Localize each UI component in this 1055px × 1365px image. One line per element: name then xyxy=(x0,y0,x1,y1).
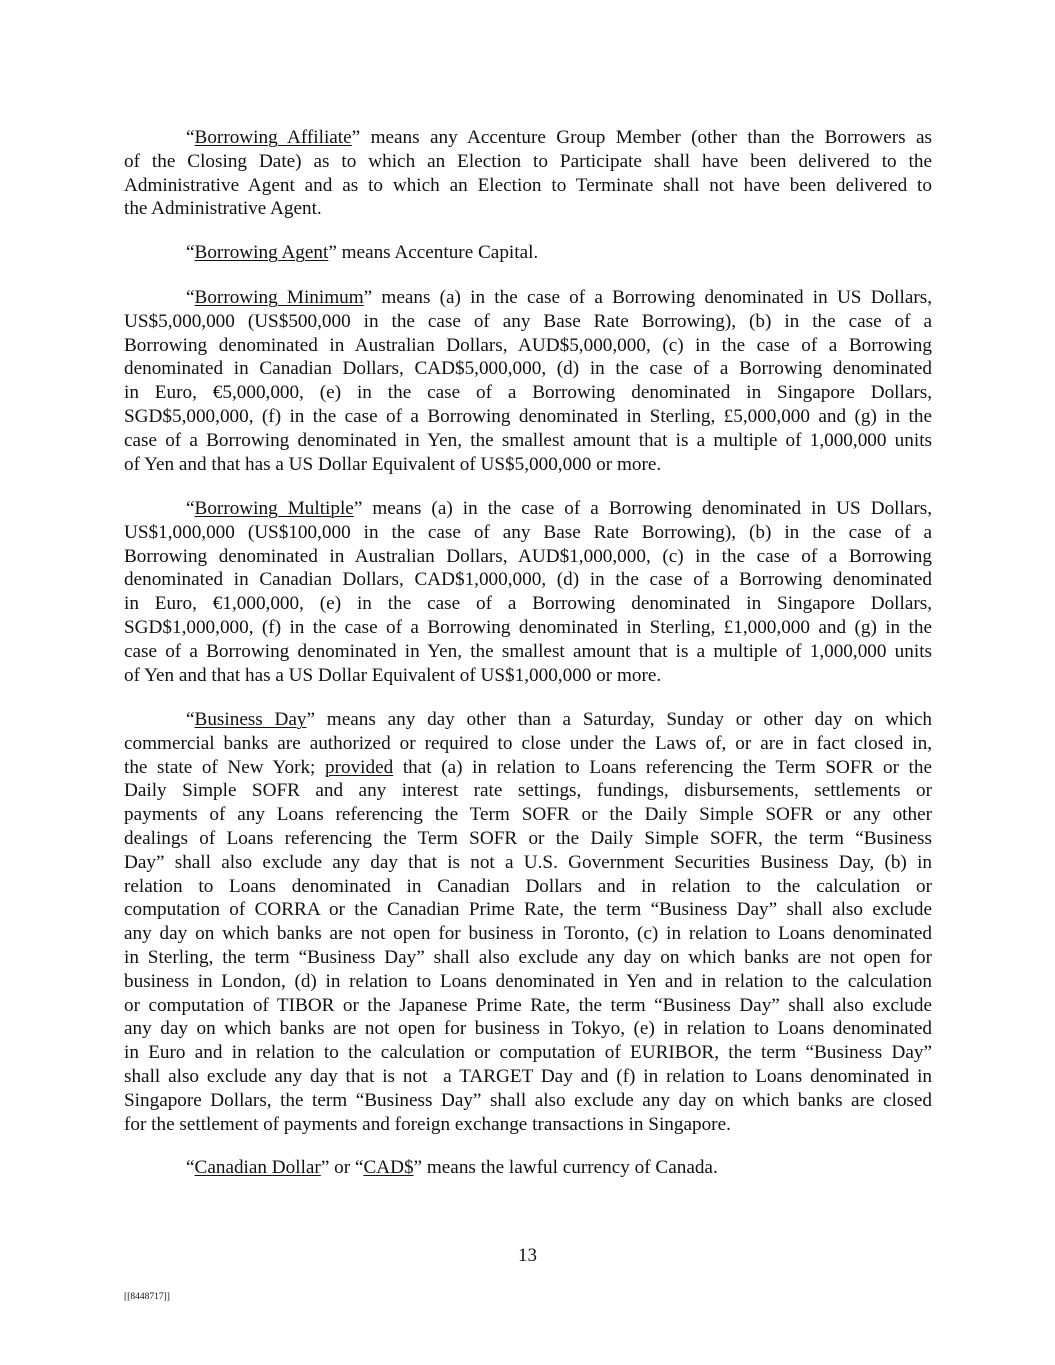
text-segment: ” or “ xyxy=(320,1157,364,1178)
text-segment: shall also exclude any day that is not a TARGET Day and (f) in relation to Loans denominated in xyxy=(124,1065,932,1087)
defined-term: Borrowing Agent xyxy=(194,242,329,263)
text-line xyxy=(124,592,932,616)
text-line xyxy=(124,851,932,875)
text-segment: of the Closing Date) as to which an Election to Participate shall have been delivered to the xyxy=(124,150,932,172)
text-line xyxy=(124,197,932,221)
text-line xyxy=(124,946,932,970)
text-line xyxy=(124,898,932,922)
text-segment: SGD$1,000,000, (f) in the case of a Borrowing denominated in Sterling, £1,000,000 and (g) in the xyxy=(124,616,932,638)
text-segment: Daily Simple SOFR and any interest rate settings, fundings, disbursements, settlements or xyxy=(124,780,932,802)
text-line xyxy=(124,1017,932,1041)
text-segment: the state of New York; xyxy=(124,756,325,778)
text-line xyxy=(124,429,932,453)
text-segment: ” means the lawful currency of Canada. xyxy=(413,1157,718,1178)
text-line xyxy=(124,1156,932,1180)
text-line xyxy=(124,708,932,732)
text-line xyxy=(124,732,932,756)
text-line xyxy=(124,827,932,851)
text-line xyxy=(124,241,932,265)
text-segment: the Administrative Agent. xyxy=(124,198,322,220)
text-segment: relation to Loans denominated in Canadian Dollars and in relation to the calculation or xyxy=(124,875,932,897)
text-segment: case of a Borrowing denominated in Yen, the smallest amount that is a multiple of 1,000,000 units xyxy=(124,640,932,662)
text-segment: that (a) in relation to Loans referencing the Term SOFR or the xyxy=(393,756,933,778)
definition-business-day xyxy=(124,708,932,1136)
text-line xyxy=(124,568,932,592)
text-segment: “ xyxy=(186,242,195,263)
text-segment: ” means any Accenture Group Member (other than the Borrowers as xyxy=(351,127,932,148)
definition-borrowing-multiple xyxy=(124,497,932,687)
defined-term: Business Day xyxy=(194,709,307,730)
text-line xyxy=(124,616,932,640)
text-line xyxy=(124,381,932,405)
defined-term: Borrowing Multiple xyxy=(194,498,354,519)
text-line xyxy=(124,497,932,521)
text-line xyxy=(124,126,932,150)
text-segment: Borrowing denominated in Australian Dollars, AUD$1,000,000, (c) in the case of a Borrowing xyxy=(124,545,932,567)
text-segment: ” means any day other than a Saturday, Sunday or other day on which xyxy=(306,709,932,730)
text-line xyxy=(124,970,932,994)
text-line xyxy=(124,286,932,310)
text-segment: commercial banks are authorized or required to close under the Laws of, or are in fact closed in, xyxy=(124,732,932,754)
defined-term: Borrowing Minimum xyxy=(194,287,364,308)
text-segment: “ xyxy=(186,1157,195,1178)
text-line xyxy=(124,453,932,477)
text-segment: “ xyxy=(186,287,195,308)
text-segment: “ xyxy=(186,498,195,519)
underlined-term: provided xyxy=(325,756,394,778)
text-line xyxy=(124,779,932,803)
text-segment: US$5,000,000 (US$500,000 in the case of any Base Rate Borrowing), (b) in the case of a xyxy=(124,310,932,332)
text-segment: Day” shall also exclude any day that is not a U.S. Government Securities Business Day, (b) in xyxy=(124,851,932,873)
text-line xyxy=(124,1041,932,1065)
text-line xyxy=(124,1065,932,1089)
text-line xyxy=(124,756,932,780)
text-segment: “ xyxy=(186,127,195,148)
text-segment: of Yen and that has a US Dollar Equivalent of US$5,000,000 or more. xyxy=(124,453,662,475)
text-segment: payments of any Loans referencing the Term SOFR or the Daily Simple SOFR or any other xyxy=(124,804,932,826)
text-segment: Administrative Agent and as to which an Election to Terminate shall not have been delivered to xyxy=(124,174,932,196)
text-segment: any day on which banks are not open for business in Tokyo, (e) in relation to Loans denominated xyxy=(124,1018,932,1040)
text-segment: in Sterling, the term “Business Day” shall also exclude any day on which banks are not open for xyxy=(124,946,932,968)
page-number: 13 xyxy=(518,1245,537,1266)
text-segment: SGD$5,000,000, (f) in the case of a Borrowing denominated in Sterling, £5,000,000 and (g) in the xyxy=(124,405,932,427)
text-line xyxy=(124,664,932,688)
text-segment: business in London, (d) in relation to Loans denominated in Yen and in relation to the calculation xyxy=(124,970,932,992)
text-line xyxy=(124,994,932,1018)
text-segment: in Euro and in relation to the calculation or computation of EURIBOR, the term “Business Day” xyxy=(124,1042,932,1064)
text-line xyxy=(124,1113,932,1137)
defined-term: Canadian Dollar xyxy=(194,1157,321,1178)
text-line xyxy=(124,310,932,334)
text-segment: ” means (a) in the case of a Borrowing denominated in US Dollars, xyxy=(363,287,932,308)
text-segment: Singapore Dollars, the term “Business Day” shall also exclude any day on which banks are closed xyxy=(124,1089,932,1111)
text-segment: US$1,000,000 (US$100,000 in the case of any Base Rate Borrowing), (b) in the case of a xyxy=(124,521,932,543)
text-segment: ” means (a) in the case of a Borrowing denominated in US Dollars, xyxy=(353,498,932,519)
text-segment: case of a Borrowing denominated in Yen, the smallest amount that is a multiple of 1,000,000 units xyxy=(124,429,932,451)
text-line xyxy=(124,174,932,198)
text-segment: denominated in Canadian Dollars, CAD$5,000,000, (d) in the case of a Borrowing denominated xyxy=(124,358,932,380)
text-line xyxy=(124,357,932,381)
text-line xyxy=(124,875,932,899)
definition-borrowing-minimum xyxy=(124,286,932,476)
text-segment: or computation of TIBOR or the Japanese Prime Rate, the term “Business Day” shall also exclude xyxy=(124,994,932,1016)
text-line xyxy=(124,803,932,827)
text-line xyxy=(124,640,932,664)
text-segment: in Euro, €5,000,000, (e) in the case of a Borrowing denominated in Singapore Dollars, xyxy=(124,382,932,404)
text-line xyxy=(124,150,932,174)
underlined-term: CAD$ xyxy=(363,1157,414,1178)
document-id: [[8448717]] xyxy=(124,1292,170,1302)
text-segment: in Euro, €1,000,000, (e) in the case of a Borrowing denominated in Singapore Dollars, xyxy=(124,593,932,615)
text-line xyxy=(124,334,932,358)
text-line xyxy=(124,545,932,569)
text-segment: ” means Accenture Capital. xyxy=(328,242,539,263)
text-segment: Borrowing denominated in Australian Dollars, AUD$5,000,000, (c) in the case of a Borrowing xyxy=(124,334,932,356)
text-line xyxy=(124,922,932,946)
defined-term: Borrowing Affiliate xyxy=(194,127,352,148)
text-segment: any day on which banks are not open for business in Toronto, (c) in relation to Loans denominated xyxy=(124,923,932,945)
text-segment: denominated in Canadian Dollars, CAD$1,000,000, (d) in the case of a Borrowing denominated xyxy=(124,569,932,591)
definition-borrowing-agent xyxy=(124,241,932,265)
text-line xyxy=(124,405,932,429)
text-segment: of Yen and that has a US Dollar Equivalent of US$1,000,000 or more. xyxy=(124,664,662,686)
text-line xyxy=(124,521,932,545)
text-segment: for the settlement of payments and foreign exchange transactions in Singapore. xyxy=(124,1113,731,1135)
text-segment: dealings of Loans referencing the Term SOFR or the Daily Simple SOFR, the term “Business xyxy=(124,827,932,849)
definition-borrowing-affiliate xyxy=(124,126,932,221)
definition-canadian-dollar xyxy=(124,1156,932,1180)
text-segment: “ xyxy=(186,709,195,730)
text-segment: computation of CORRA or the Canadian Prime Rate, the term “Business Day” shall also exclude xyxy=(124,899,932,921)
text-line xyxy=(124,1089,932,1113)
